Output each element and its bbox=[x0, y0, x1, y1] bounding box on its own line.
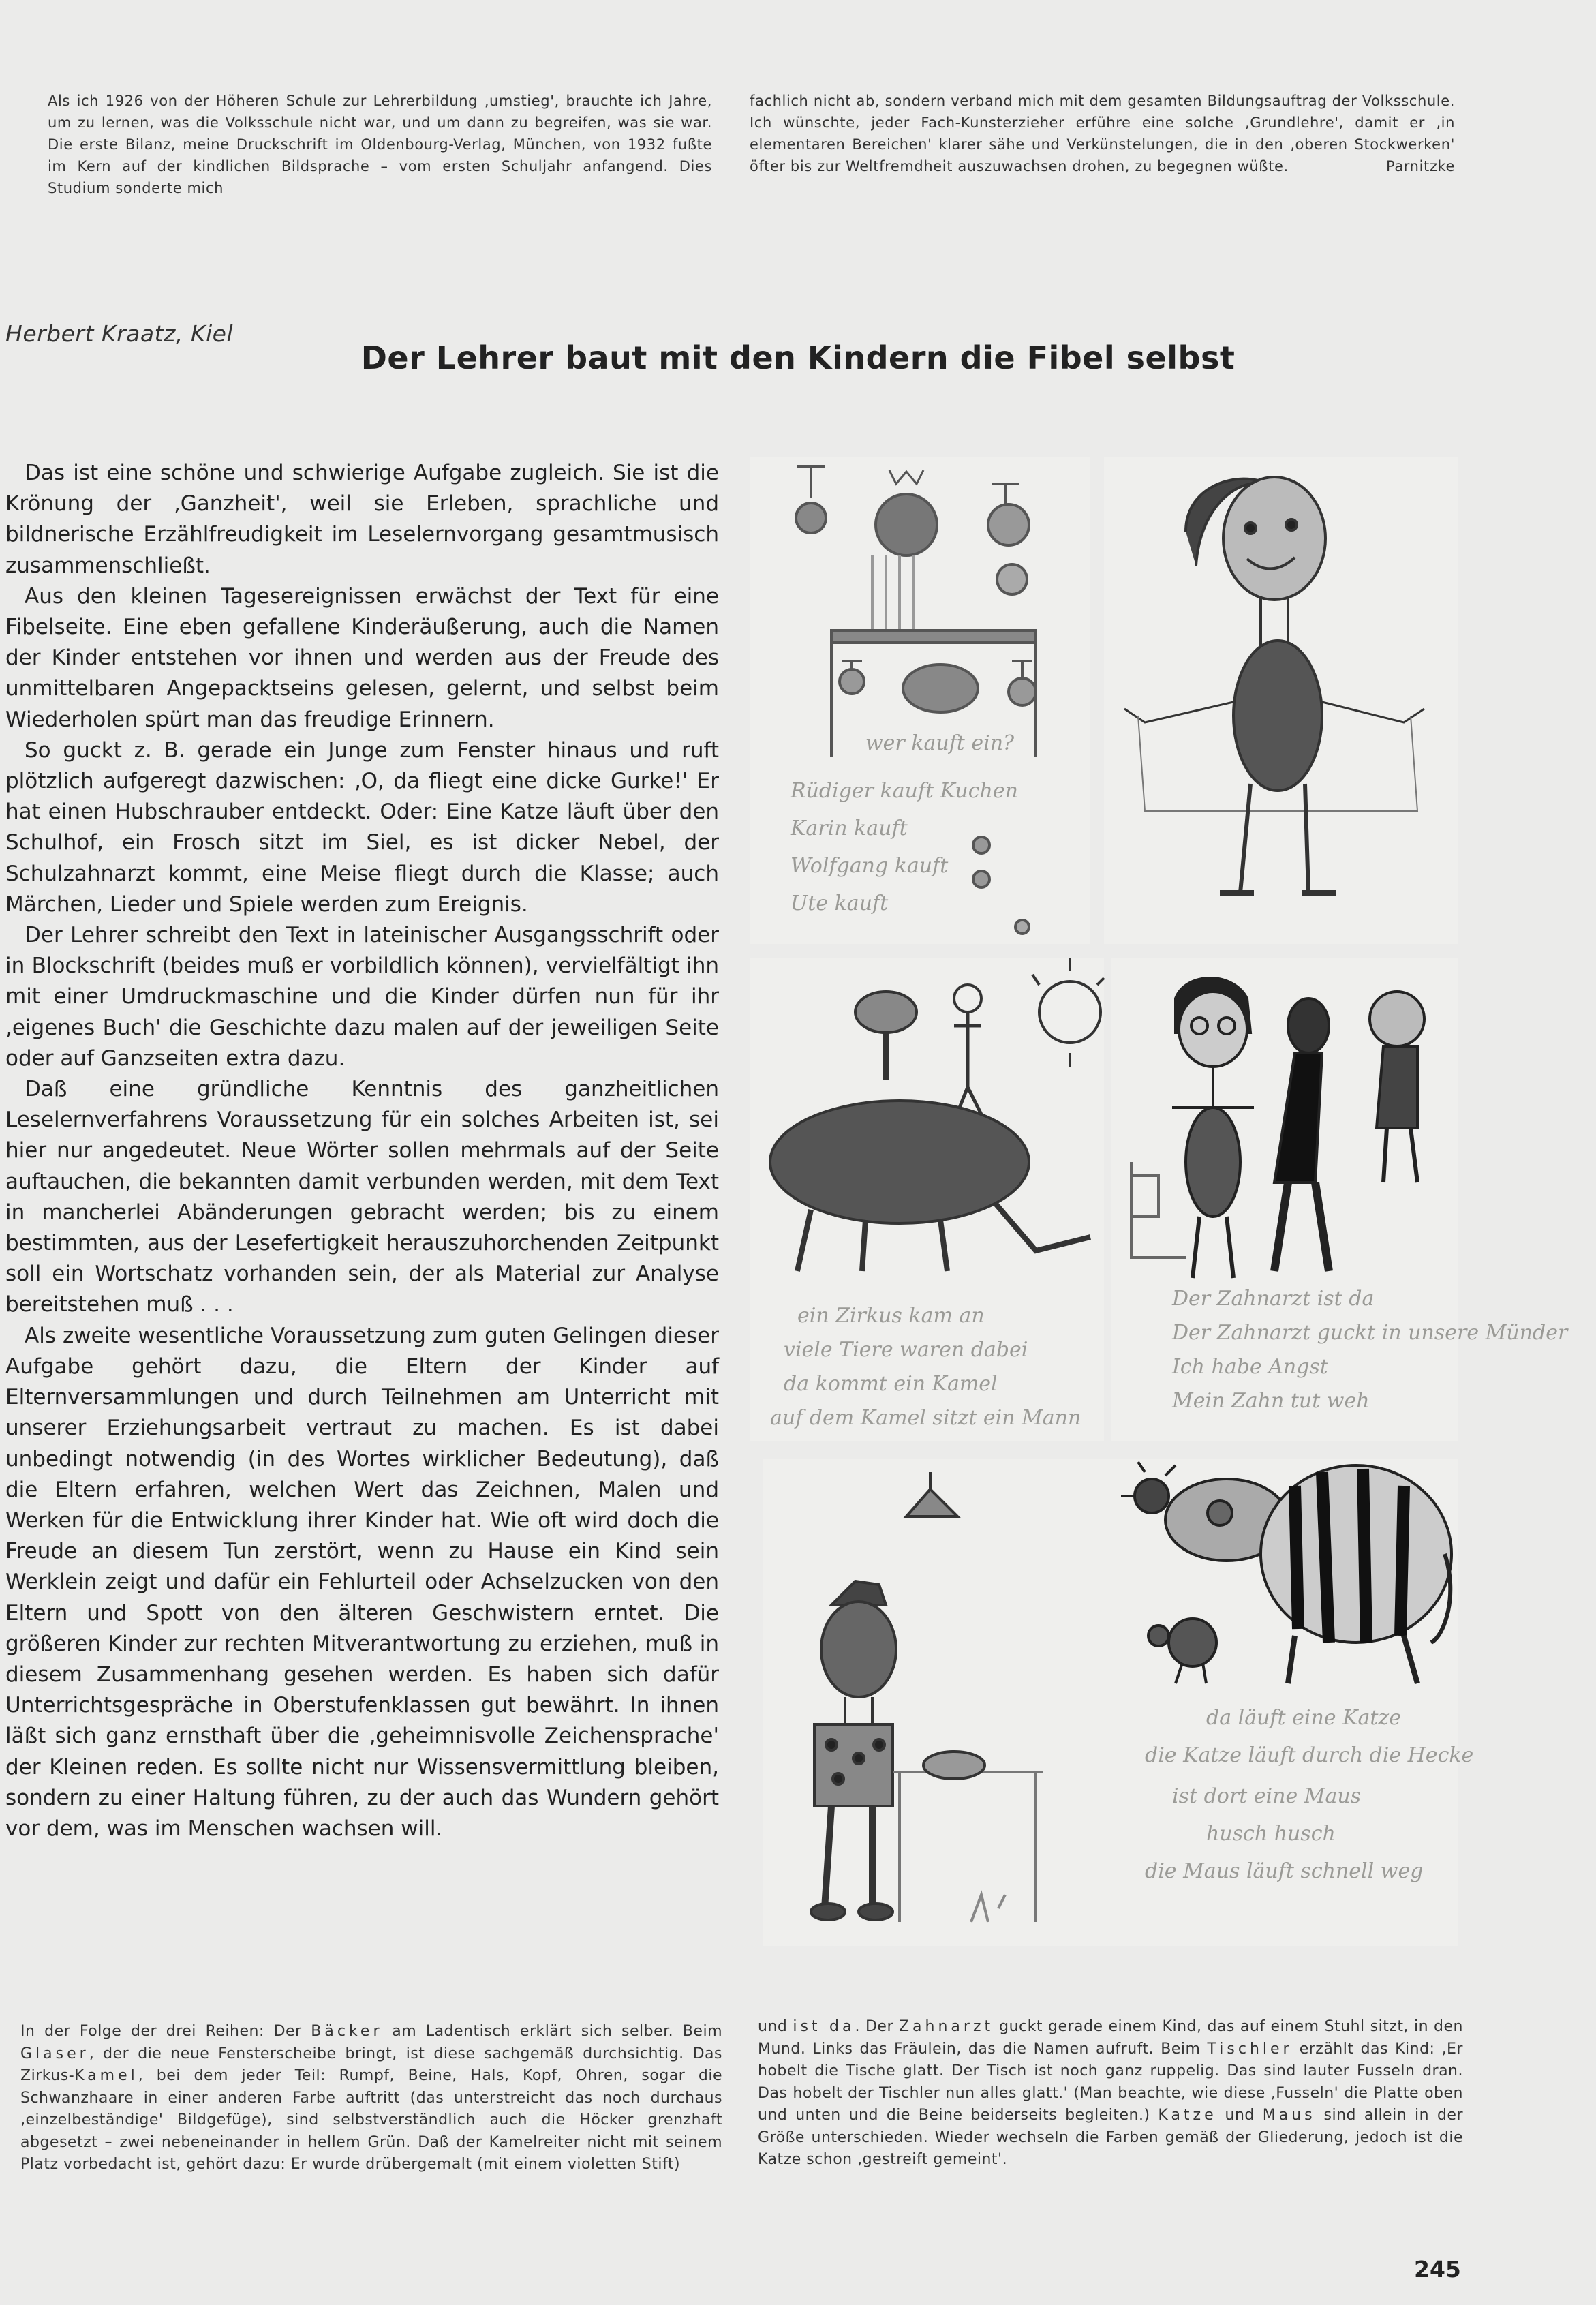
baecker-text-1: wer kauft ein? bbox=[865, 731, 1015, 755]
drawing-glaser bbox=[1104, 457, 1458, 944]
caption-right-katze: Katze bbox=[1158, 2107, 1217, 2124]
author-line: Herbert Kraatz, Kiel bbox=[5, 320, 234, 347]
caption-left-p4: , bei dem jeder Teil: Rumpf, Beine, Hals, Kopf, Ohren, sogar die Schwanzhaare in einer anderen Farbe auftritt (das unterstreicht das noch durchaus ‚einzelbeständige' Bildgefüge), sind selbstverständlich auch die Höcker grenzhaft abgesetzt – zwei nebeneinander in hellem Grün. Daß der Kamelreiter nicht mit seinem Platz vorbedacht ist, gehört dazu: Er wurde drübergemalt (mit einem violetten Stift) bbox=[20, 2067, 722, 2173]
kamel-text-4: auf dem Kamel sitzt ein Mann bbox=[770, 1406, 1081, 1430]
caption-right-p2: . Der bbox=[855, 2018, 899, 2035]
drawing-tischler bbox=[763, 1459, 1118, 1946]
zahnarzt-text-1: Der Zahnarzt ist da bbox=[1172, 1287, 1375, 1311]
caption-left-baecker: Bäcker bbox=[311, 2023, 383, 2040]
page-title: Der Lehrer baut mit den Kindern die Fibel selbst bbox=[360, 339, 1236, 376]
katze-text-3: ist dort eine Maus bbox=[1172, 1784, 1362, 1808]
intro-right-column bbox=[750, 90, 1455, 177]
katze-text-5: die Maus läuft schnell weg bbox=[1145, 1859, 1424, 1883]
caption-left-glaser: Glaser bbox=[20, 2045, 89, 2062]
intro-left-text: Als ich 1926 von der Höheren Schule zur Lehrerbildung ‚umstieg', brauchte ich Jahre, um zu lernen, was die Volksschule nicht war, und um dann zu begreifen, was sie war. Die erste Bilanz, meine Druckschrift im Oldenbourg-Verlag, München, von 1932 fußte im Kern auf der kindlichen Bildsprache – vom ersten Schuljahr anfangend. Dies Studium sonderte mich bbox=[48, 93, 712, 196]
kamel-text-1: ein Zirkus kam an bbox=[797, 1304, 985, 1328]
caption-left bbox=[20, 2021, 722, 2176]
caption-right-p1: und bbox=[758, 2018, 793, 2035]
caption-right-p6: sind allein in der Größe unterschieden. Wieder wechseln die Farben gemäß der Gliederung, jedoch ist die Katze schon ‚gestreift gemeint'. bbox=[758, 2107, 1463, 2168]
caption-left-p3: , der die neue Fensterscheibe bringt, ist diese sachgemäß durchsichtig. Das Zirkus- bbox=[20, 2045, 722, 2084]
caption-right-p5: und bbox=[1216, 2107, 1263, 2124]
article-paragraph: Aus den kleinen Tagesereignissen erwächst der Text für eine Fibelseite. Eine eben gefallene Kinderäußerung, auch die Namen der Kinder entstehen vor ihnen und werden aus der Freude des unmittelbaren Angepacktseins gelesen, gelernt, und selbst beim Wiederholen spürt man das freudige Erinnern. bbox=[5, 583, 719, 732]
kamel-text-2: viele Tiere waren dabei bbox=[784, 1338, 1028, 1362]
caption-right-maus: Maus bbox=[1262, 2107, 1316, 2124]
caption-right bbox=[758, 2016, 1463, 2171]
article-paragraph: Das ist eine schöne und schwierige Aufgabe zugleich. Sie ist die Krönung der ‚Ganzheit', weil sie Erleben, sprachliche und bildnerische Erzählfreudigkeit im Leselernvorgang gesamtmusisch zusammenschließt. bbox=[5, 461, 719, 578]
zahnarzt-text-4: Mein Zahn tut weh bbox=[1172, 1389, 1370, 1413]
caption-right-zahnarzt: Zahnarzt bbox=[898, 2018, 994, 2035]
article-paragraph: So guckt z. B. gerade ein Junge zum Fenster hinaus und ruft plötzlich aufgeregt dazwischen: ‚O, da fliegt eine dicke Gurke!' Er hat einen Hubschrauber entdeckt. Oder: Eine Katze läuft über den Schulhof, ein Frosch sitzt im Siel, es ist dicker Nebel, der Schulzahnarzt kommt, eine Meise fliegt durch die Klasse; auch Märchen, Lieder und Spiele werden zum Ereignis. bbox=[5, 737, 719, 917]
baecker-text-3: Karin kauft bbox=[791, 816, 908, 840]
katze-text-1: da läuft eine Katze bbox=[1206, 1706, 1401, 1730]
katze-text-4: husch husch bbox=[1206, 1822, 1336, 1846]
drawing-katze-maus bbox=[1118, 1459, 1474, 1946]
baecker-text-5: Ute kauft bbox=[791, 891, 889, 915]
caption-right-istda: ist da bbox=[793, 2018, 855, 2035]
kamel-text-3: da kommt ein Kamel bbox=[784, 1372, 998, 1396]
article-body bbox=[5, 458, 719, 1844]
drawing-kamel bbox=[750, 958, 1104, 1441]
drawing-baecker bbox=[750, 457, 1090, 944]
zahnarzt-text-3: Ich habe Angst bbox=[1172, 1355, 1328, 1379]
baecker-text-2: Rüdiger kauft Kuchen bbox=[791, 779, 1018, 803]
caption-left-kamel: Kamel bbox=[74, 2067, 138, 2084]
article-paragraph: Daß eine gründliche Kenntnis des ganzheitlichen Leselernverfahrens Voraussetzung für ein solches Arbeiten ist, sei hier nur angedeutet. Neue Wörter sollen mehrmals auf der Seite auftauchen, die bekannten damit verbunden werden, mit dem Text in mancherlei Abänderungen gebracht werden; bis zu einem bestimmten, aus der Lesefertigkeit herauszuhorchenden Zeitpunkt soll ein Wortschatz vorhanden sein, der als Material zur Analyse bereitstehen muß . . . bbox=[5, 1077, 719, 1317]
drawing-zahnarzt bbox=[1111, 958, 1568, 1441]
intro-right-text: fachlich nicht ab, sondern verband mich mit dem gesamten Bildungsauftrag der Volksschule. Ich wünschte, jeder Fach-Kunsterzieher erführe eine solche ‚Grundlehre', damit er ‚in elementaren Bereichen' klarer sähe und Verkünstelungen, die in den ‚oberen Stockwerken' öfter bis zur Weltfremdheit auszuwachsen drohen, zu begegnen wüßte. bbox=[750, 93, 1455, 174]
caption-right-p4: erzählt das Kind: ‚Er hobelt die Tische glatt. Der Tisch ist noch ganz ruppelig. Das sind lauter Fusseln dran. Das hobelt der Tischler nun alles glatt.' (Man beachte, wie diese ‚Fusseln' die Platte oben und unten und die Beine beiderseits begleiten.) bbox=[758, 2040, 1463, 2124]
intro-left-column bbox=[48, 90, 712, 199]
katze-text-2: die Katze läuft durch die Hecke bbox=[1145, 1743, 1474, 1767]
article-paragraph: Der Lehrer schreibt den Text in lateinischer Ausgangsschrift oder in Blockschrift (beides muß er vorbildlich können), vervielfältigt ihn mit einer Umdruckmaschine und die Kinder dürfen nun für ihr ‚eigenes Buch' die Geschichte dazu malen auf der jeweiligen Seite oder auf Ganzseiten extra dazu. bbox=[5, 923, 719, 1071]
caption-left-p1: In der Folge der drei Reihen: Der bbox=[20, 2023, 311, 2040]
baecker-text-4: Wolfgang kauft bbox=[791, 854, 949, 878]
zahnarzt-text-2: Der Zahnarzt guckt in unsere Münder bbox=[1172, 1321, 1568, 1345]
article-paragraph: Als zweite wesentliche Voraussetzung zum guten Gelingen dieser Aufgabe gehört dazu, die Eltern der Kinder auf Elternversammlungen und durch Teilnehmen am Unterricht mit unserer Erziehungsarbeit vertraut zu machen. Es ist dabei unbedingt notwendig (in des Wortes wirklicher Bedeutung), daß die Eltern erfahren, welchen Wert das Zeichnen, Malen und Werken für die Entwicklung ihrer Kinder hat. Wie oft wird doch die Freude an diesem Tun zerstört, wenn zu Hause ein Kind sein Werklein zeigt und dafür ein Fehlurteil oder Achselzucken von den Eltern und Spott von den älteren Geschwistern erntet. Die größeren Kinder zur rechten Mitverantwortung zu erziehen, muß in diesem Zusammenhang gesehen werden. Es haben sich dafür Unterrichtsgespräche in Oberstufenklassen gut bewährt. In ihnen läßt sich ganz ernsthaft über die ‚geheimnisvolle Zeichensprache' der Kleinen reden. Es sollte nicht nur Wissensvermittlung bleiben, sondern zu einer Haltung führen, zu der auch das Wundern gehört vor dem, was im Menschen wachsen will. bbox=[5, 1323, 719, 1841]
caption-right-p3: guckt gerade einem Kind, das auf einem Stuhl sitzt, in den Mund. Links das Fräulein, das die Namen aufruft. Beim bbox=[758, 2018, 1463, 2058]
page-number: 245 bbox=[1414, 2256, 1461, 2283]
caption-left-p2: am Ladentisch erklärt sich selber. Beim bbox=[382, 2023, 723, 2040]
caption-right-tischler: Tischler bbox=[1207, 2040, 1293, 2058]
intro-signature: Parnitzke bbox=[1386, 158, 1455, 174]
